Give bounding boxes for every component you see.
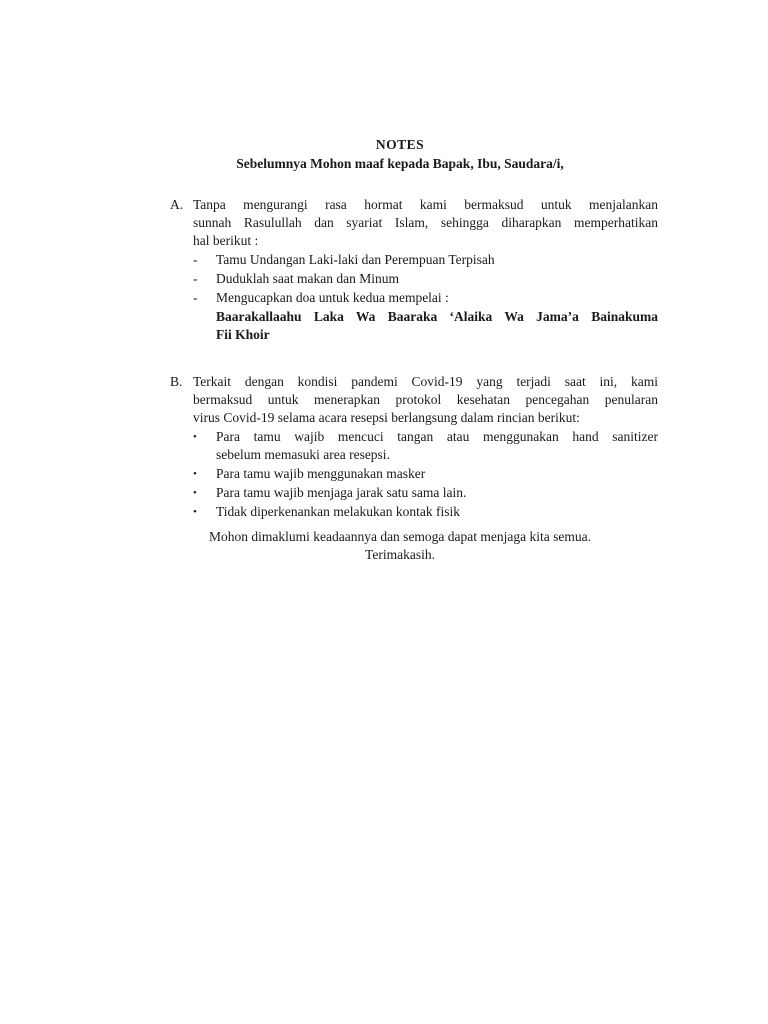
list-item-line: Para tamu wajib mencuci tangan atau menggunakan hand sanitizer xyxy=(216,429,658,444)
closing-text xyxy=(0,528,768,564)
bullet-icon: • xyxy=(193,468,197,480)
section-b-list xyxy=(193,428,658,521)
section-b xyxy=(170,373,658,522)
dash-marker: - xyxy=(193,271,198,286)
closing-line: Mohon dimaklumi keadaannya dan semoga dapat menjaga kita semua. xyxy=(208,529,591,544)
section-b-paragraph xyxy=(193,373,658,427)
section-a-paragraph xyxy=(193,196,658,250)
list-item xyxy=(193,428,658,464)
doa-line: Baarakallaahu Laka Wa Baaraka ‘Alaika Wa Jama’a Bainakuma xyxy=(216,309,658,324)
closing-thanks: Terimakasih. xyxy=(365,547,435,562)
list-item xyxy=(193,465,658,483)
list-item xyxy=(193,503,658,521)
doa-line: Fii Khoir xyxy=(216,327,270,342)
list-item-line: sebelum memasuki area resepsi. xyxy=(216,447,390,462)
dash-marker: - xyxy=(193,290,198,305)
document-subtitle: Sebelumnya Mohon maaf kepada Bapak, Ibu, Saudara/i, xyxy=(236,156,564,171)
list-item xyxy=(193,289,658,307)
section-b-line: Terkait dengan kondisi pandemi Covid-19 yang terjadi saat ini, kami xyxy=(193,374,658,389)
section-a xyxy=(170,196,658,344)
bullet-icon: • xyxy=(193,431,197,443)
section-a-line: hal berikut : xyxy=(193,233,259,248)
list-item-text: Mengucapkan doa untuk kedua mempelai : xyxy=(216,290,449,305)
list-item xyxy=(193,270,658,288)
section-a-line: Tanpa mengurangi rasa hormat kami bermaksud untuk menjalankan xyxy=(193,197,658,212)
list-item xyxy=(193,251,658,269)
document-title: NOTES xyxy=(375,137,425,152)
section-b-line: virus Covid-19 selama acara resepsi berlangsung dalam rincian berikut: xyxy=(193,410,580,425)
list-item-text xyxy=(216,428,658,464)
bullet-icon: • xyxy=(193,506,197,518)
doa-text xyxy=(216,308,658,344)
section-a-list xyxy=(193,251,658,307)
section-b-marker: B. xyxy=(170,374,183,389)
list-item-text: Para tamu wajib menggunakan masker xyxy=(216,466,426,481)
list-item xyxy=(193,484,658,502)
bullet-icon: • xyxy=(193,487,197,499)
list-item-text: Tamu Undangan Laki-laki dan Perempuan Terpisah xyxy=(216,252,495,267)
section-a-line: sunnah Rasulullah dan syariat Islam, sehingga diharapkan memperhatikan xyxy=(193,215,658,230)
list-item-text: Tidak diperkenankan melakukan kontak fisik xyxy=(216,504,460,519)
dash-marker: - xyxy=(193,252,198,267)
list-item-text: Para tamu wajib menjaga jarak satu sama lain. xyxy=(216,485,467,500)
section-b-line: bermaksud untuk menerapkan protokol kesehatan pencegahan penularan xyxy=(193,392,658,407)
list-item-text: Duduklah saat makan dan Minum xyxy=(216,271,399,286)
section-a-marker: A. xyxy=(170,197,184,212)
